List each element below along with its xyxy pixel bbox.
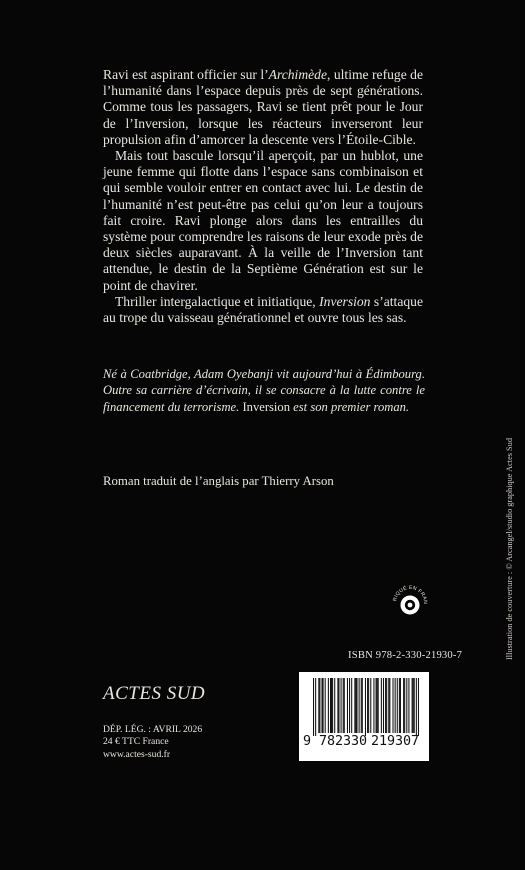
barcode xyxy=(299,672,429,761)
ship-name: Archimède xyxy=(268,67,328,82)
barcode-bar xyxy=(343,678,344,733)
legal-info xyxy=(103,724,202,761)
book-title-inline: Inversion xyxy=(242,399,291,414)
cover-illustration-credit: Illustration de couverture : © Arcangel/studio graphique Actes Sud xyxy=(505,438,514,660)
isbn: ISBN 978-2-330-21930-7 xyxy=(348,650,463,661)
blurb-text: Ravi est aspirant officier sur l’ xyxy=(103,67,269,82)
barcode-digit: 3 xyxy=(343,734,352,749)
barcode-digit: 9 xyxy=(387,734,396,749)
barcode-bar xyxy=(330,678,331,733)
barcode-bar xyxy=(393,678,394,733)
barcode-bar xyxy=(389,678,390,733)
barcode-bar xyxy=(356,678,357,733)
barcode-bar xyxy=(373,678,374,733)
translation-credit: Roman traduit de l’anglais par Thierry Arson xyxy=(103,474,334,488)
barcode-bar xyxy=(370,678,371,733)
barcode-bar xyxy=(414,678,415,733)
barcode-digit: 0 xyxy=(359,734,368,749)
barcode-bar xyxy=(331,678,332,733)
barcode-bar xyxy=(332,678,333,733)
barcode-digit: 7 xyxy=(319,734,328,749)
barcode-bar xyxy=(319,678,320,733)
barcode-bar xyxy=(355,678,356,733)
barcode-bar xyxy=(406,678,407,733)
blurb-paragraph-2: Mais tout bascule lorsqu’il aperçoit, par un hublot, une jeune femme qui flotte dans l’espace sans combinaison et qui semble vouloir entrer en contact avec lui. Le destin de l’humanité n’est peut-être pas celui qu’on leur a toujours fait croire. Ravi plonge alors dans les entrailles du système pour comprendre les raisons de leur exode près de deux siècles auparavant. À la veille de l’Inversion tant attendue, le destin de la Septième Génération est sur le point de chavirer. xyxy=(103,148,423,293)
barcode-bar xyxy=(413,678,414,733)
barcode-bar xyxy=(328,678,329,733)
barcode-digit: 0 xyxy=(403,734,412,749)
blurb-text: Thriller intergalactique et initiatique, xyxy=(115,293,320,309)
barcode-bar xyxy=(354,678,355,733)
barcode-bar xyxy=(383,678,384,733)
barcode-bar xyxy=(385,678,386,733)
barcode-bar xyxy=(321,678,322,733)
barcode-bar xyxy=(412,678,413,733)
barcode-digit: 2 xyxy=(335,734,344,749)
barcode-bar xyxy=(315,678,316,736)
barcode-bar xyxy=(416,678,417,736)
barcode-bar xyxy=(368,678,369,733)
barcode-digit: 7 xyxy=(411,734,420,749)
barcode-digit: 2 xyxy=(371,734,380,749)
barcode-bar xyxy=(361,678,362,733)
barcode-bar xyxy=(351,678,352,733)
legal-deposit: DÉP. LÉG. : AVRIL 2026 xyxy=(103,724,203,735)
publisher-website: www.actes-sud.fr xyxy=(103,748,171,760)
blurb-text: , ultime refuge de l’humanité dans l’espace depuis près de sept générations. Comme tous les passagers, Ravi se tient prêt pour le Jour de l’Inversion, lorsque les réacteurs inverseront leur propulsion afin d’amorcer la descente vers l’Étoile-Cible. xyxy=(103,67,424,147)
barcode-bar xyxy=(397,678,398,733)
barcode-bar xyxy=(347,678,348,733)
barcode-bar xyxy=(365,678,366,736)
barcode-digit: 8 xyxy=(327,734,336,749)
barcode-bar xyxy=(313,678,314,736)
barcode-bar xyxy=(334,678,335,733)
barcode-bar xyxy=(400,678,401,733)
blurb-text: s’attaque au trope du vaisseau générationnel et ouvre tous les sas. xyxy=(103,293,423,326)
barcode-bar xyxy=(337,678,338,733)
barcode-bar xyxy=(408,678,409,733)
barcode-bar xyxy=(338,678,339,733)
barcode-bar xyxy=(418,678,419,736)
barcode-bar xyxy=(377,678,378,733)
barcode-bar xyxy=(378,678,379,733)
barcode-digit: 1 xyxy=(379,734,388,749)
publisher-logo: ACTES SUD xyxy=(103,683,206,704)
barcode-digit: 9 xyxy=(303,734,312,749)
barcode-bar xyxy=(386,678,387,733)
barcode-bar xyxy=(318,678,319,733)
barcode-bar xyxy=(395,678,396,733)
book-title-inline: Inversion xyxy=(319,293,371,309)
barcode-bar xyxy=(325,678,326,733)
barcode-digit: 3 xyxy=(395,734,404,749)
barcode-bar xyxy=(376,678,377,733)
barcode-bar xyxy=(399,678,400,733)
barcode-bar xyxy=(381,678,382,733)
barcode-bar xyxy=(341,678,342,733)
barcode-bar xyxy=(404,678,405,733)
seal-text: RIQUÉ EN FRAN xyxy=(392,584,429,605)
fabrique-en-france-seal-icon xyxy=(389,582,431,624)
blurb-paragraph-3 xyxy=(103,294,423,326)
barcode-digit: 3 xyxy=(351,734,360,749)
barcode-bars xyxy=(299,672,429,736)
price: 24 € TTC France xyxy=(103,736,169,748)
barcode-bar xyxy=(323,678,324,733)
back-cover-blurb xyxy=(103,67,423,326)
barcode-bar xyxy=(362,678,363,733)
blurb-paragraph-1 xyxy=(103,67,423,148)
bio-text: Né à Coatbridge, Adam Oyebanji vit aujourd’hui à Édimbourg. Outre sa carrière d’écrivain, il se consacre à la lutte contre le financement du terrorisme. xyxy=(103,367,425,414)
bio-text: est son premier roman. xyxy=(290,399,410,414)
barcode-bar xyxy=(349,678,350,733)
barcode-bar xyxy=(388,678,389,733)
barcode-bar xyxy=(359,678,360,733)
barcode-digits xyxy=(299,734,429,754)
barcode-bar xyxy=(344,678,345,733)
author-bio xyxy=(103,366,425,415)
barcode-bar xyxy=(403,678,404,733)
barcode-bar xyxy=(367,678,368,733)
